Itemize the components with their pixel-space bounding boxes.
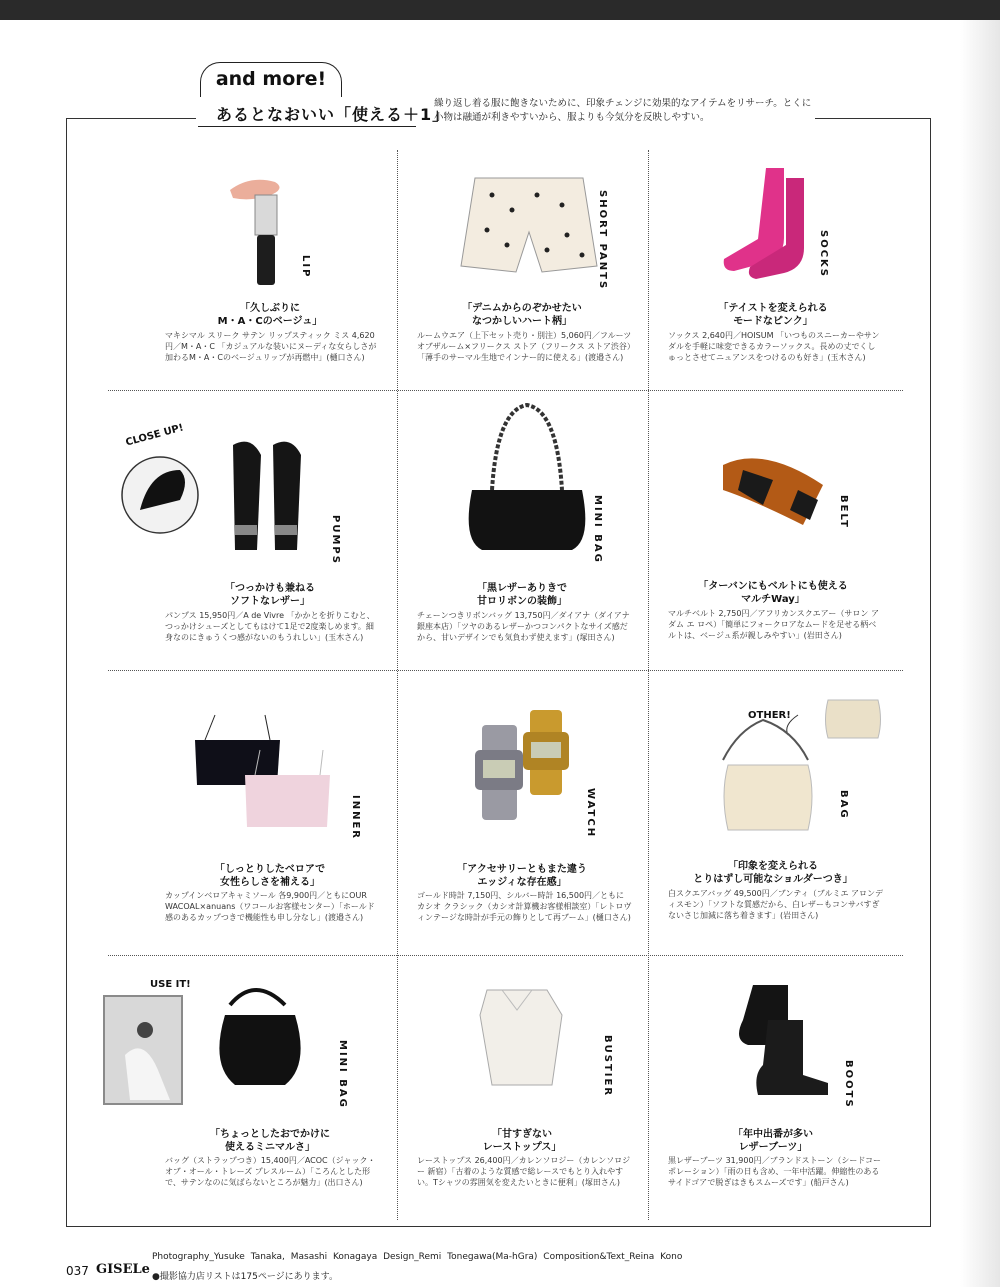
item-heading: 「ちょっとしたおでかけに 使えるミニマルさ」 xyxy=(210,1129,330,1153)
item-heading: 「印象を変えられる とりはずし可能なショルダーつき」 xyxy=(693,861,853,885)
item-heading: 「テイストを変えられる モードなピンク」 xyxy=(718,303,828,327)
item-description: マルチベルト 2,750円／アフリカンスクエアー（サロン アダム エ ロペ）「簡単にフォークロアなムードを足せる柄ベルトは、ベージュ系が親しみやすい」(岩田さん) xyxy=(668,609,879,640)
badge-and-more: and more! xyxy=(200,62,342,97)
mini-bag-image xyxy=(397,400,647,560)
item-label: SHORT PANTS xyxy=(597,190,608,291)
frame-top-right xyxy=(815,118,930,119)
item-boots xyxy=(648,965,898,1215)
item-socks xyxy=(648,150,898,400)
item-label: PUMPS xyxy=(330,515,341,565)
item-heading: 「甘すぎない レーストップス」 xyxy=(482,1129,562,1153)
item-label: BAG xyxy=(838,790,849,820)
boots-image xyxy=(648,965,898,1125)
item-belt xyxy=(648,400,898,650)
close-up-tag: CLOSE UP! xyxy=(124,422,185,449)
socks-image xyxy=(648,150,898,300)
belt-image xyxy=(648,400,898,560)
item-heading: 「黒レザーありきで 甘ロリボンの装飾」 xyxy=(477,583,567,607)
item-short-pants xyxy=(397,150,647,400)
lipstick-image xyxy=(145,150,395,300)
item-description: バッグ（ストラップつき）15,400円／ACOC（ジャック・オブ・オール・トレーズ プレスルーム）「ころんとした形で、サテンなのに気ばらないところが魅力」(出口さん) xyxy=(165,1156,376,1187)
item-heading: 「ターバンにもベルトにも使える マルチWay」 xyxy=(698,581,848,605)
item-pumps xyxy=(124,400,395,650)
item-label: MINI BAG xyxy=(337,1040,348,1109)
magazine-logo: GISELe xyxy=(96,1262,150,1277)
item-label: BUSTIER xyxy=(602,1035,613,1098)
item-heading: 「久しぶりに M・A・Cのベージュ」 xyxy=(217,303,323,327)
shop-list-note: ●撮影協力店リストは175ページにあります。 xyxy=(152,1272,338,1282)
page-number: 037 xyxy=(66,1264,89,1278)
item-description: パンプス 15,950円／A de Vivre 「かかとを折りこむと、つっかけシューズとしてもはけて1足で2度楽しめます。細身なのにきゅうくつ感がないのもうれしい」(玉木さん) xyxy=(165,611,375,642)
other-tag: OTHER! xyxy=(748,710,791,721)
credits: Photography_Yusuke Tanaka, Masashi Konagaya Design_Remi Tonegawa(Ma-hGra) Composition&Text_Reina Kono xyxy=(152,1252,683,1262)
item-heading: 「しっとりしたベロアで 女性らしさを補える」 xyxy=(214,864,326,888)
item-label: BOOTS xyxy=(843,1060,854,1109)
row-divider-3 xyxy=(108,955,903,956)
lead-text: 繰り返し着る服に飽きないために、印象チェンジに効果的なアイテムをリサーチ。とくに小物は融通が利きやすいから、服よりも今気分を反映しやすい。 xyxy=(434,98,812,123)
item-mini-bag xyxy=(397,400,647,650)
item-label: LIP xyxy=(300,255,311,279)
item-label: SOCKS xyxy=(818,230,829,278)
item-bustier xyxy=(397,965,647,1215)
bag-image xyxy=(648,680,898,840)
item-label: INNER xyxy=(350,795,361,840)
item-description: ルームウエア（上下セット売り・別注）5,060円／フルーツオブザルーム×フリークス ストア（フリークス ストア渋谷）「薄手のサーマル生地でインナー的に使える」(渡邉さん) xyxy=(417,331,632,362)
item-heading: 「デニムからのぞかせたい なつかしいハート柄」 xyxy=(462,303,582,327)
item-description: 白スクエアバッグ 49,500円／ブンティ（ブルミエ アロンディスモン）「ソフトな質感だから、白レザーもコンサバすぎないさじ加減に落ち着きます」(岩田さん) xyxy=(668,889,883,920)
item-mini-bag-2 xyxy=(145,965,395,1215)
item-description: ソックス 2,640円／HOISUM 「いつものスニーカーやサンダルを手軽に味変できるカラーソックス。長めの丈でくしゅっとさせてニュアンスをつけるのも好き」(玉木さん) xyxy=(668,331,880,362)
item-description: 黒レザーブーツ 31,900円／ブランドストーン（シードコーポレーション）「雨の日も含め、一年中活躍。伸縮性のあるサイドゴアで脱ぎはきもスムーズです」(船戸さん) xyxy=(668,1156,882,1187)
item-description: レーストップス 26,400円／カレンソロジー（カレンソロジー 新宿）「古着のような質感で総レースでもとり入れやすい。Tシャツの雰囲気を変えたいときに便利」(塚田さん) xyxy=(417,1156,631,1187)
use-it-tag: USE IT! xyxy=(150,979,191,990)
item-inner xyxy=(145,680,395,930)
item-description: カップインベロアキャミソール 各9,900円／ともにOUR WACOAL×anuans（ワコールお客様センター）「ホールド感のあるカップつきで機能性も申し分なし」(渡邉さん) xyxy=(165,891,375,922)
item-label: BELT xyxy=(838,495,849,529)
item-lip xyxy=(145,150,395,400)
frame-top-left xyxy=(66,118,196,119)
item-label: MINI BAG xyxy=(592,495,603,564)
watch-image xyxy=(397,680,647,840)
item-heading: 「年中出番が多い レザーブーツ」 xyxy=(733,1129,813,1153)
item-watch xyxy=(397,680,647,930)
row-divider-2 xyxy=(108,670,903,671)
item-description: ゴールド時計 7,150円、シルバー時計 16,500円／ともにカシオ クラシック（カシオ計算機お客様相談室）「レトロヴィンテージな時計が手元の飾りとして再ブーム」(樋口さん) xyxy=(417,891,632,922)
item-label: WATCH xyxy=(585,788,596,839)
item-heading: 「つっかけも兼ねる ソフトなレザー」 xyxy=(225,583,315,607)
page-gutter-shade xyxy=(960,20,1000,1287)
page-title: あるとなおいい「使える＋1」 xyxy=(216,105,450,124)
item-heading: 「アクセサリーともまた違う エッジィな存在感」 xyxy=(457,864,587,888)
short-pants-image xyxy=(397,150,647,300)
item-bag xyxy=(648,680,898,930)
item-description: チェーンつきリボンバッグ 13,750円／ダイアナ（ダイアナ 銀座本店）「ツヤのあるレザーかつコンパクトなサイズ感だから、甘いデザインでも気負わず使えます」(塚田さん) xyxy=(417,611,630,642)
item-description: マキシマル スリーク サテン リップスティック ミス 4,620円／M・A・C 「カジュアルな装いにヌーディな女らしさが加わるM・A・Cのベージュリップが再燃中」(樋口さん) xyxy=(165,331,377,362)
top-edge xyxy=(0,0,1000,20)
